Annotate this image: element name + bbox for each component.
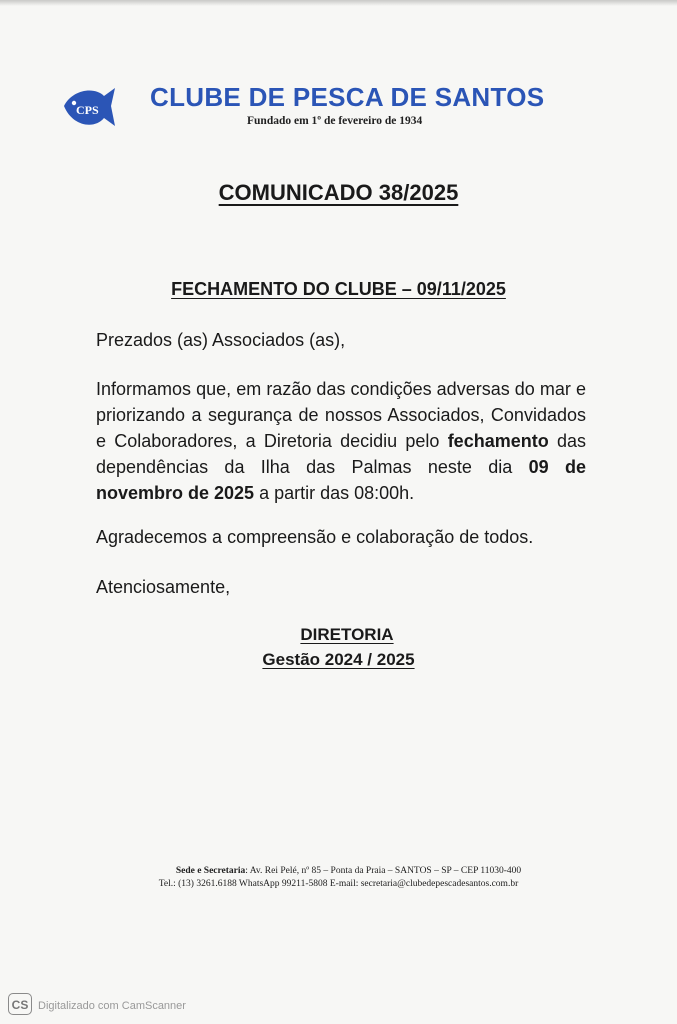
comunicado-title: COMUNICADO 38/2025 — [218, 180, 459, 205]
footer-address-text: : Av. Rei Pelé, nº 85 – Ponta da Praia – SANTOS – SP – CEP 11030-400 — [245, 866, 522, 876]
body-bold-1: fechamento — [447, 431, 549, 451]
camscanner-watermark: Digitalizado com CamScanner — [38, 1000, 186, 1012]
subject-heading: FECHAMENTO DO CLUBE – 09/11/2025 — [171, 279, 506, 299]
thanks-line: Agradecemos a compreensão e colaboração de todos. — [96, 527, 534, 547]
club-fish-logo — [60, 84, 116, 134]
footer-contacts: Tel.: (13) 3261.6188 WhatsApp 99211-5808 E-mail: secretaria@clubedepescadesantos.com.br — [158, 879, 519, 889]
logo-letters: CPS — [76, 103, 99, 117]
body-text-1: Informamos que, em razão das condições adversas do mar e priorizando a segurança de nossos Associados, Convidados e Colaboradores, a Diretoria decidiu pelo — [96, 379, 586, 451]
signature-term: Gestão 2024 / 2025 — [262, 650, 415, 669]
signature-title: DIRETORIA — [300, 625, 394, 644]
footer-label: Sede e Secretaria — [175, 866, 246, 876]
club-name: CLUBE DE PESCA DE SANTOS — [150, 82, 545, 112]
founded-date: Fundado em 1º de fevereiro de 1934 — [247, 115, 423, 127]
page-top-edge — [0, 0, 677, 6]
footer-address — [0, 866, 677, 876]
closing-line: Atenciosamente, — [96, 577, 231, 597]
camscanner-logo-icon: CS — [8, 993, 32, 1015]
body-paragraph — [96, 376, 586, 506]
greeting: Prezados (as) Associados (as), — [96, 330, 346, 350]
body-text-2: das dependências da Ilha das Palmas neste dia — [96, 431, 586, 477]
body-text-3: a partir das 08:00h. — [254, 483, 415, 503]
body-bold-2: 09 de novembro de 2025 — [96, 457, 586, 503]
